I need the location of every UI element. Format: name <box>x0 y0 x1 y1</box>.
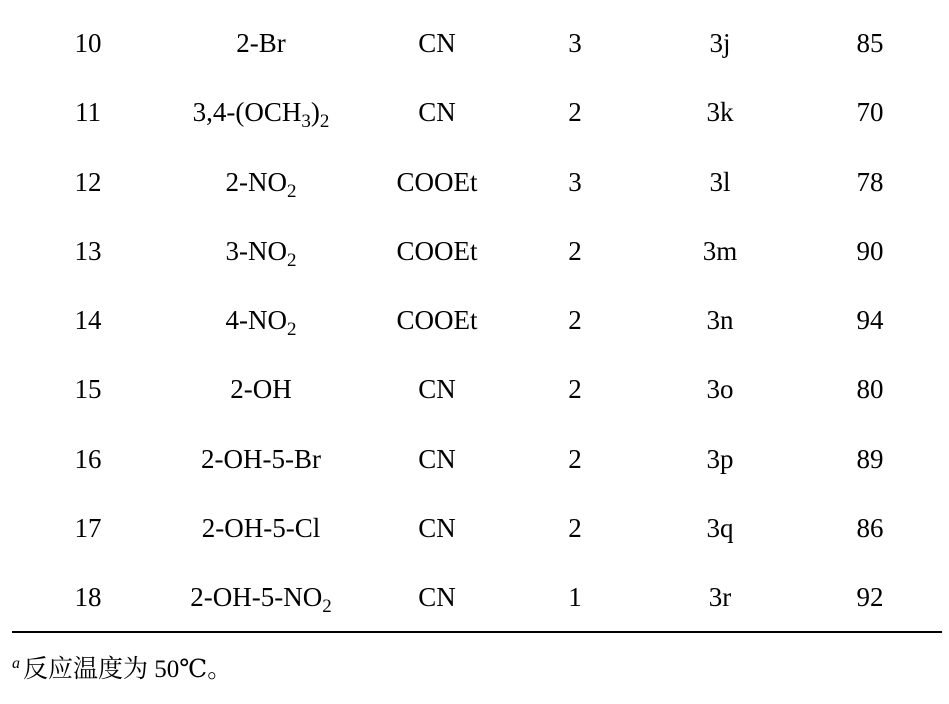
yield-cell: 92 <box>856 582 884 612</box>
substituent-text: 4-NO <box>225 305 287 335</box>
group-cell: COOEt <box>396 236 478 266</box>
time-cell: 2 <box>568 513 582 543</box>
group-cell: CN <box>418 444 456 474</box>
time-cell: 2 <box>568 97 582 127</box>
substituent-cell <box>161 300 361 340</box>
group-cell: COOEt <box>396 167 478 197</box>
table-footnote <box>12 654 232 686</box>
table-row <box>0 369 949 409</box>
subscript: 2 <box>287 181 297 202</box>
substituent-text: 2-OH <box>230 374 292 404</box>
footnote-marker: a <box>12 655 20 672</box>
entry-cell: 13 <box>74 236 102 266</box>
table-bottom-rule <box>12 631 942 633</box>
subscript: 2 <box>287 319 297 340</box>
yield-cell: 80 <box>856 374 884 404</box>
product-cell: 3l <box>709 167 731 197</box>
substituent-cell <box>161 92 361 132</box>
substituent-cell <box>161 577 361 617</box>
product-cell: 3o <box>706 374 734 404</box>
time-cell: 3 <box>568 28 582 58</box>
time-cell: 2 <box>568 305 582 335</box>
substituent-cell <box>161 231 361 271</box>
yield-cell: 94 <box>856 305 884 335</box>
footnote-text: 反应温度为 50℃。 <box>23 656 233 683</box>
entry-cell: 15 <box>74 374 102 404</box>
table-row <box>0 23 949 63</box>
table-row <box>0 92 949 132</box>
substituent-cell <box>161 508 361 548</box>
product-cell: 3r <box>708 582 732 612</box>
subscript: 2 <box>319 111 330 132</box>
entry-cell: 16 <box>74 444 102 474</box>
time-cell: 2 <box>568 374 582 404</box>
time-cell: 3 <box>568 167 582 197</box>
yield-cell: 85 <box>856 28 884 58</box>
group-cell: CN <box>418 97 456 127</box>
table-row <box>0 300 949 340</box>
yield-cell: 78 <box>856 167 884 197</box>
product-cell: 3j <box>709 28 731 58</box>
table-row <box>0 162 949 202</box>
table-row <box>0 439 949 479</box>
substituent-tail: ) <box>310 97 320 127</box>
substituent-text: 2-Br <box>236 28 286 58</box>
group-cell: COOEt <box>396 305 478 335</box>
time-cell: 2 <box>568 444 582 474</box>
product-cell: 3k <box>706 97 734 127</box>
subscript: 2 <box>322 596 332 617</box>
table-row <box>0 577 949 617</box>
substituent-text: 3,4-(OCH <box>192 97 302 127</box>
substituent-cell <box>161 23 361 63</box>
product-cell: 3m <box>702 236 738 266</box>
substituent-cell <box>161 439 361 479</box>
substituent-cell <box>161 369 361 409</box>
entry-cell: 11 <box>75 97 101 127</box>
group-cell: CN <box>418 582 456 612</box>
time-cell: 2 <box>568 236 582 266</box>
substituent-cell <box>161 162 361 202</box>
group-cell: CN <box>418 374 456 404</box>
entry-cell: 17 <box>74 513 102 543</box>
yield-cell: 90 <box>856 236 884 266</box>
product-cell: 3n <box>706 305 734 335</box>
table-row <box>0 508 949 548</box>
yield-cell: 89 <box>856 444 884 474</box>
yield-cell: 86 <box>856 513 884 543</box>
entry-cell: 10 <box>74 28 102 58</box>
substituent-text: 2-OH-5-Cl <box>201 513 321 543</box>
entry-cell: 18 <box>74 582 102 612</box>
substituent-text: 2-OH-5-NO <box>190 582 323 612</box>
group-cell: CN <box>418 28 456 58</box>
subscript: 2 <box>287 250 297 271</box>
product-cell: 3q <box>706 513 734 543</box>
group-cell: CN <box>418 513 456 543</box>
substituent-text: 3-NO <box>225 236 287 266</box>
yield-cell: 70 <box>856 97 884 127</box>
substituent-text: 2-NO <box>225 167 287 197</box>
entry-cell: 12 <box>74 167 102 197</box>
product-cell: 3p <box>706 444 734 474</box>
entry-cell: 14 <box>74 305 102 335</box>
time-cell: 1 <box>568 582 582 612</box>
substituent-text: 2-OH-5-Br <box>201 444 321 474</box>
table-row <box>0 231 949 271</box>
subscript: 3 <box>301 111 311 132</box>
